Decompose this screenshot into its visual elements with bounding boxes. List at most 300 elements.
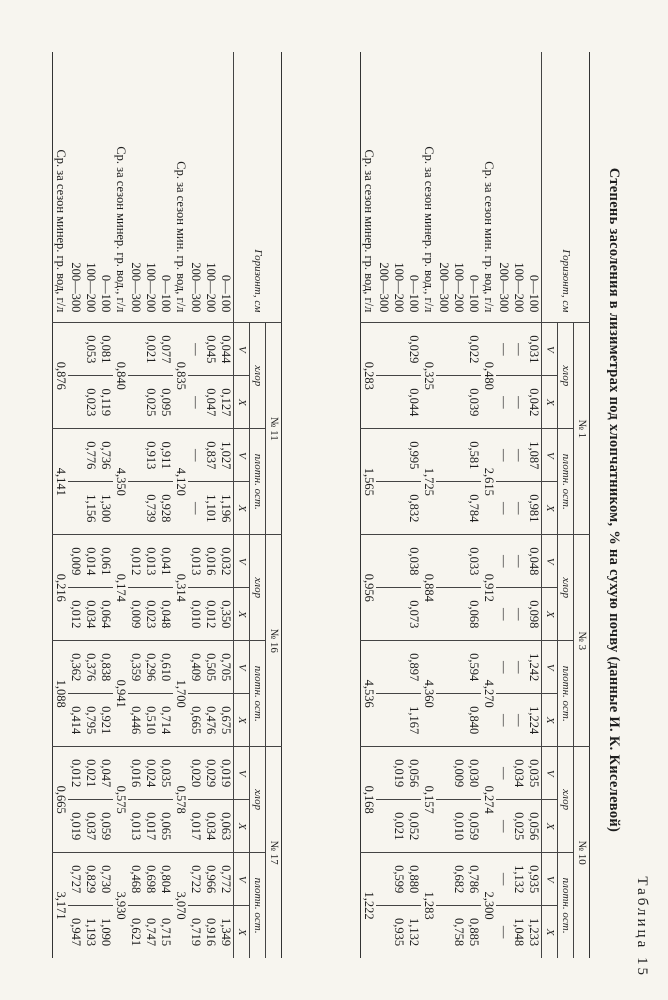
data-cell	[68, 429, 83, 482]
data-cell: 0,081	[98, 323, 113, 376]
data-cell: 0,736	[98, 429, 113, 482]
data-cell: 0,064	[98, 588, 113, 641]
season-value: 0,480	[481, 323, 496, 429]
season-value: 2,300	[481, 853, 496, 958]
data-cell: 0,682	[451, 853, 466, 906]
horizon-label: 0—100	[159, 274, 173, 313]
data-cell: 0,804	[158, 853, 173, 906]
data-cell: —	[496, 800, 511, 853]
data-cell: 0,832	[406, 482, 421, 535]
data-cell	[376, 323, 391, 376]
data-cell: 0,468	[128, 853, 143, 906]
data-cell: —	[511, 323, 526, 376]
data-cell: 0,016	[128, 747, 143, 800]
table-block-1	[359, 52, 590, 958]
horizon-label: 200—300	[377, 262, 391, 313]
data-cell: 0,032	[218, 535, 234, 588]
data-cell: —	[188, 323, 203, 376]
data-cell: 0,838	[98, 641, 113, 694]
data-cell: 0,916	[203, 906, 218, 958]
v-header: V	[234, 323, 250, 376]
data-cell: 0,059	[98, 800, 113, 853]
data-cell: 0,675	[218, 694, 234, 747]
data-cell	[451, 641, 466, 694]
data-cell: 0,730	[98, 853, 113, 906]
data-cell: 0,047	[98, 747, 113, 800]
season-average-row	[361, 52, 377, 958]
season-value: 0,174	[113, 535, 128, 641]
data-cell: 0,928	[158, 482, 173, 535]
data-cell: 0,025	[143, 376, 158, 429]
data-cell	[451, 694, 466, 747]
dense-residue-header: плотн. ост.	[250, 429, 266, 535]
season-average-row	[481, 52, 496, 958]
data-cell: 0,911	[158, 429, 173, 482]
v-header: V	[542, 747, 558, 800]
data-cell: 0,073	[406, 588, 421, 641]
data-cell: 0,885	[466, 906, 481, 958]
data-cell: 1,101	[203, 482, 218, 535]
data-cell	[376, 588, 391, 641]
x-header: X	[234, 482, 250, 535]
data-cell: 0,409	[188, 641, 203, 694]
table-row	[406, 52, 421, 958]
data-cell: —	[496, 376, 511, 429]
data-cell: 0,033	[466, 535, 481, 588]
season-value: 0,283	[361, 323, 377, 429]
data-cell: —	[496, 588, 511, 641]
season-value: 0,168	[361, 747, 377, 853]
data-cell: —	[511, 429, 526, 482]
horizon-label: 200—300	[189, 262, 203, 313]
data-cell	[436, 535, 451, 588]
season-value: 0,575	[113, 747, 128, 853]
data-cell: 0,045	[203, 323, 218, 376]
data-cell: 1,132	[511, 853, 526, 906]
data-cell: 0,012	[203, 588, 218, 641]
data-cell: —	[511, 376, 526, 429]
v-header: V	[234, 747, 250, 800]
table-row	[158, 52, 173, 958]
dense-residue-header: плотн. ост.	[250, 853, 266, 958]
data-cell: 0,127	[218, 376, 234, 429]
data-cell: 1,048	[511, 906, 526, 958]
data-cell	[436, 800, 451, 853]
data-cell: 0,035	[526, 747, 542, 800]
data-cell: 0,048	[526, 535, 542, 588]
chlor-header: хлор	[250, 535, 266, 641]
season-value: 0,314	[173, 535, 188, 641]
data-cell: 0,621	[128, 906, 143, 958]
data-cell: 0,010	[451, 800, 466, 853]
x-header: X	[542, 482, 558, 535]
data-cell	[451, 482, 466, 535]
season-value: 0,665	[53, 747, 69, 853]
season-value: 4,270	[481, 641, 496, 747]
chlor-header: хлор	[558, 323, 574, 429]
data-cell	[376, 641, 391, 694]
data-cell: 0,739	[143, 482, 158, 535]
data-cell: 0,510	[143, 694, 158, 747]
season-value: 4,350	[113, 429, 128, 535]
chlor-header: хлор	[250, 323, 266, 429]
season-value: 2,615	[481, 429, 496, 535]
dense-residue-header: плотн. ост.	[558, 853, 574, 958]
data-cell: 0,296	[143, 641, 158, 694]
data-cell: 0,052	[406, 800, 421, 853]
season-value: 4,120	[173, 429, 188, 535]
horizon-label: 200—300	[437, 262, 451, 313]
data-cell	[451, 323, 466, 376]
data-cell: 0,053	[83, 323, 98, 376]
data-cell	[376, 376, 391, 429]
data-cell	[128, 376, 143, 429]
season-average-row	[53, 52, 69, 958]
data-cell	[128, 323, 143, 376]
horizon-label: 0—100	[467, 274, 481, 313]
data-cell: 0,017	[188, 800, 203, 853]
data-cell: 0,719	[188, 906, 203, 958]
data-cell: 0,935	[526, 853, 542, 906]
table-title: Степень засоления в лизиметрах под хлопчатником, % на сухую почву (данные И. К. Киселевой)	[606, 167, 622, 833]
table-row	[466, 52, 481, 958]
data-cell: 0,077	[158, 323, 173, 376]
horizon-label: 100—200	[392, 262, 406, 313]
season-value: 0,912	[481, 535, 496, 641]
data-cell: 0,034	[83, 588, 98, 641]
data-cell	[436, 747, 451, 800]
group-header-row	[266, 52, 282, 958]
data-cell: 0,038	[406, 535, 421, 588]
data-cell: 0,063	[218, 800, 234, 853]
data-cell: 0,913	[143, 429, 158, 482]
data-cell: —	[496, 747, 511, 800]
season-value: 1,283	[421, 853, 436, 958]
season-value: 0,884	[421, 535, 436, 641]
data-cell: 0,795	[83, 694, 98, 747]
data-cell	[436, 429, 451, 482]
data-cell	[68, 323, 83, 376]
horizon-label: 100—200	[512, 262, 526, 313]
group-header-row	[574, 52, 590, 958]
data-cell: 0,095	[158, 376, 173, 429]
horizon-header: Горизонт, см	[234, 52, 282, 323]
data-cell	[451, 376, 466, 429]
data-cell: 0,023	[83, 376, 98, 429]
data-cell: 0,024	[143, 747, 158, 800]
data-cell: —	[496, 641, 511, 694]
data-cell: 0,698	[143, 853, 158, 906]
data-cell: 0,966	[203, 853, 218, 906]
chlor-header: хлор	[558, 535, 574, 641]
data-cell: 1,167	[406, 694, 421, 747]
data-cell: 0,414	[68, 694, 83, 747]
x-header: X	[542, 906, 558, 958]
table-row	[511, 52, 526, 958]
data-cell: 0,376	[83, 641, 98, 694]
data-cell: 0,947	[68, 906, 83, 958]
season-value: 3,930	[113, 853, 128, 958]
data-cell: 0,009	[451, 747, 466, 800]
table-row	[451, 52, 466, 958]
data-cell	[376, 906, 391, 958]
season-average-row	[421, 52, 436, 958]
group-header: № 3	[574, 535, 590, 747]
data-cell	[436, 853, 451, 906]
table-row	[391, 52, 406, 958]
season-value: 0,876	[53, 323, 69, 429]
group-header: № 11	[266, 323, 282, 535]
data-cell: 0,013	[128, 800, 143, 853]
data-cell: —	[188, 482, 203, 535]
data-cell	[391, 694, 406, 747]
data-cell	[128, 429, 143, 482]
season-value: 0,840	[113, 323, 128, 429]
table-row	[98, 52, 113, 958]
season-value: 0,325	[421, 323, 436, 429]
data-cell: 0,009	[128, 588, 143, 641]
data-cell	[436, 376, 451, 429]
data-cell: 0,025	[511, 800, 526, 853]
season-value: 0,157	[421, 747, 436, 853]
horizon-label: 0—100	[527, 274, 541, 313]
data-cell: 0,880	[406, 853, 421, 906]
season-value: 4,141	[53, 429, 69, 535]
data-cell: 0,359	[128, 641, 143, 694]
data-cell	[376, 747, 391, 800]
data-cell: 1,233	[526, 906, 542, 958]
data-cell	[391, 535, 406, 588]
data-cell: 0,016	[203, 535, 218, 588]
chlor-header: хлор	[250, 747, 266, 853]
x-header: X	[542, 694, 558, 747]
data-cell	[376, 429, 391, 482]
data-cell: 0,044	[218, 323, 234, 376]
data-cell: 1,132	[406, 906, 421, 958]
data-cell: 0,758	[451, 906, 466, 958]
season-value: 0,274	[481, 747, 496, 853]
table-row	[376, 52, 391, 958]
x-header: X	[542, 800, 558, 853]
chlor-header: хлор	[558, 747, 574, 853]
data-cell: 0,599	[391, 853, 406, 906]
data-cell: 0,061	[98, 535, 113, 588]
season-value: 1,565	[361, 429, 377, 535]
data-cell	[436, 694, 451, 747]
season-value: 1,088	[53, 641, 69, 747]
season-value: 1,222	[361, 853, 377, 958]
data-cell	[376, 535, 391, 588]
horizon-label: Ср. за сезон мин. гр. вод, г/л	[174, 161, 188, 313]
table-row	[128, 52, 143, 958]
season-value: 1,725	[421, 429, 436, 535]
data-cell: —	[511, 588, 526, 641]
data-cell: 1,224	[526, 694, 542, 747]
data-cell	[391, 429, 406, 482]
data-cell: 1,242	[526, 641, 542, 694]
data-cell: 0,786	[466, 853, 481, 906]
v-header: V	[234, 853, 250, 906]
data-cell: 0,747	[143, 906, 158, 958]
data-cell: 0,019	[391, 747, 406, 800]
data-cell: 0,010	[188, 588, 203, 641]
x-header: X	[234, 906, 250, 958]
season-value: 4,360	[421, 641, 436, 747]
v-header: V	[542, 641, 558, 694]
table-row	[143, 52, 158, 958]
data-cell: 0,013	[143, 535, 158, 588]
data-cell	[391, 641, 406, 694]
data-cell: 0,047	[203, 376, 218, 429]
data-cell: 0,995	[406, 429, 421, 482]
table-row	[496, 52, 511, 958]
v-header: V	[542, 429, 558, 482]
data-cell	[391, 482, 406, 535]
data-cell: 0,837	[203, 429, 218, 482]
table-row	[218, 52, 234, 958]
data-cell: 0,715	[158, 906, 173, 958]
season-value: 0,956	[361, 535, 377, 641]
table-row	[203, 52, 218, 958]
data-cell: 0,350	[218, 588, 234, 641]
data-cell: 0,044	[406, 376, 421, 429]
data-cell	[436, 588, 451, 641]
data-cell	[376, 482, 391, 535]
data-cell: 0,014	[83, 535, 98, 588]
data-cell: 1,156	[83, 482, 98, 535]
data-cell: 0,981	[526, 482, 542, 535]
season-value: 1,700	[173, 641, 188, 747]
x-header: X	[542, 376, 558, 429]
season-value: 3,070	[173, 853, 188, 958]
season-value: 0,578	[173, 747, 188, 853]
v-header: V	[542, 853, 558, 906]
data-cell: 0,056	[526, 800, 542, 853]
data-cell: 0,065	[158, 800, 173, 853]
v-header: V	[234, 535, 250, 588]
group-header: № 1	[574, 323, 590, 535]
data-cell: —	[511, 535, 526, 588]
data-cell: 0,012	[128, 535, 143, 588]
data-cell: 1,090	[98, 906, 113, 958]
data-cell: 1,300	[98, 482, 113, 535]
horizon-label: 200—300	[69, 262, 83, 313]
x-header: X	[542, 588, 558, 641]
data-cell: 0,031	[526, 323, 542, 376]
data-cell: 0,897	[406, 641, 421, 694]
horizon-label: 100—200	[84, 262, 98, 313]
data-cell: 0,029	[406, 323, 421, 376]
data-cell: 0,021	[83, 747, 98, 800]
data-cell: 0,042	[526, 376, 542, 429]
data-cell: —	[496, 535, 511, 588]
group-header: № 16	[266, 535, 282, 747]
data-cell: 0,012	[68, 747, 83, 800]
data-cell	[436, 482, 451, 535]
data-cell: 0,921	[98, 694, 113, 747]
season-value: 0,216	[53, 535, 69, 641]
data-cell	[128, 482, 143, 535]
data-cell: 0,056	[406, 747, 421, 800]
group-header: № 10	[574, 747, 590, 958]
data-cell: 0,476	[203, 694, 218, 747]
horizon-label: 0—100	[407, 274, 421, 313]
horizon-label: Ср. за сезон минер. гр. вод., г/л	[422, 146, 436, 313]
data-cell: 0,030	[466, 747, 481, 800]
data-cell: 0,446	[128, 694, 143, 747]
data-cell: 0,784	[466, 482, 481, 535]
data-cell: 0,021	[391, 800, 406, 853]
data-cell: 0,037	[83, 800, 98, 853]
data-cell	[451, 588, 466, 641]
horizon-label: Ср. за сезон минер. гр. вод, г/л	[362, 149, 376, 313]
season-value: 0,941	[113, 641, 128, 747]
horizon-label: Ср. за сезон минер. гр. вод, г/л	[54, 149, 68, 313]
data-cell: 1,087	[526, 429, 542, 482]
v-header: V	[542, 535, 558, 588]
horizon-label: Ср. за сезон минер. гр. вод., г/л	[114, 146, 128, 313]
data-cell: 0,722	[188, 853, 203, 906]
data-cell: —	[511, 641, 526, 694]
dense-residue-header: плотн. ост.	[558, 641, 574, 747]
data-cell: 0,048	[158, 588, 173, 641]
table-row	[83, 52, 98, 958]
horizon-label: 0—100	[99, 274, 113, 313]
horizon-label: 100—200	[144, 262, 158, 313]
data-cell: 0,098	[526, 588, 542, 641]
data-cell	[451, 535, 466, 588]
season-value: 3,171	[53, 853, 69, 958]
data-cell: 0,829	[83, 853, 98, 906]
x-header: X	[234, 376, 250, 429]
data-cell	[376, 800, 391, 853]
v-header: V	[234, 429, 250, 482]
data-cell	[436, 323, 451, 376]
table-number: Таблица 15	[634, 876, 650, 978]
data-cell: —	[496, 853, 511, 906]
data-cell: 0,059	[466, 800, 481, 853]
v-header: V	[234, 641, 250, 694]
group-header: № 17	[266, 747, 282, 958]
x-header: X	[234, 800, 250, 853]
horizon-header: Горизонт, см	[542, 52, 590, 323]
data-cell: —	[496, 323, 511, 376]
data-cell: 0,119	[98, 376, 113, 429]
data-cell: 0,505	[203, 641, 218, 694]
data-cell: 0,034	[511, 747, 526, 800]
data-cell: 0,935	[391, 906, 406, 958]
table-row	[188, 52, 203, 958]
data-cell: 1,027	[218, 429, 234, 482]
data-cell: 0,022	[466, 323, 481, 376]
data-cell: 0,035	[158, 747, 173, 800]
data-cell: 0,012	[68, 588, 83, 641]
v-header: V	[542, 323, 558, 376]
data-cell: 1,196	[218, 482, 234, 535]
data-cell: 0,029	[203, 747, 218, 800]
horizon-label: 200—300	[497, 262, 511, 313]
data-cell: 0,594	[466, 641, 481, 694]
data-cell: —	[496, 429, 511, 482]
data-cell: 0,017	[143, 800, 158, 853]
data-cell: —	[496, 694, 511, 747]
data-cell: —	[188, 376, 203, 429]
data-cell	[391, 588, 406, 641]
data-cell: —	[496, 482, 511, 535]
data-cell: 0,362	[68, 641, 83, 694]
data-cell	[376, 694, 391, 747]
horizon-label: 100—200	[204, 262, 218, 313]
